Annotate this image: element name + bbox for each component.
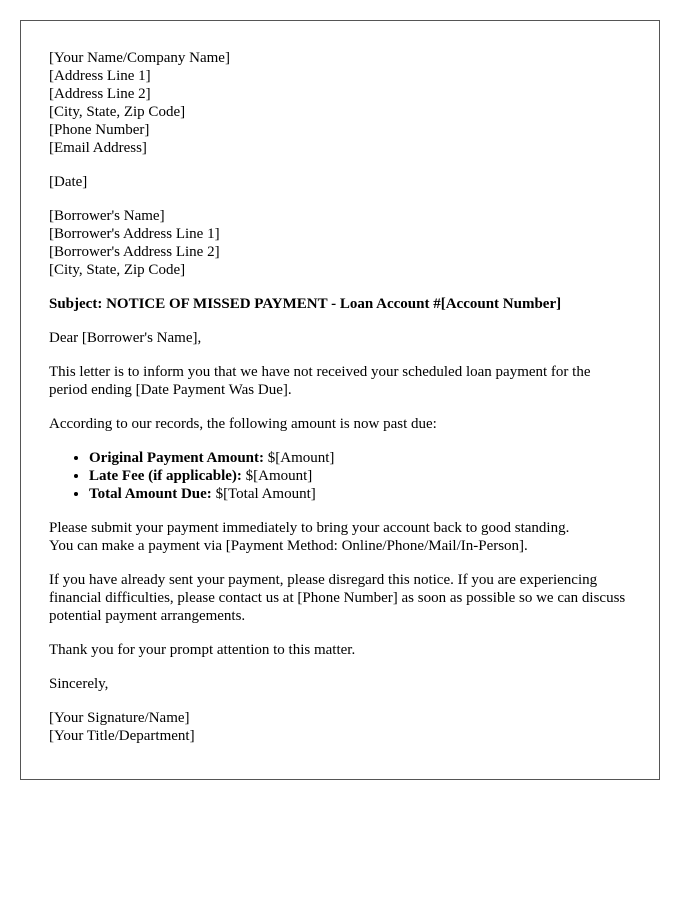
item-value: $[Total Amount]: [211, 486, 316, 502]
date-text: [Date]: [49, 174, 88, 190]
sender-name: [Your Name/Company Name]: [49, 50, 230, 66]
recipient-address-line-1: [Borrower's Address Line 1]: [49, 226, 220, 242]
sender-email: [Email Address]: [49, 140, 147, 156]
sender-address-line-2: [Address Line 2]: [49, 86, 151, 102]
body-paragraph-4: If you have already sent your payment, please disregard this notice. If you are experiencing financial difficulties, please contact us at [Phone Number] as soon as possible so we can discuss potential payment arrangements.: [49, 572, 626, 624]
past-due-list: [49, 449, 631, 503]
letter-page: [20, 20, 660, 780]
list-item: [89, 449, 631, 467]
body-paragraph-1: This letter is to inform you that we have not received your scheduled loan payment for the period ending [Date Payment Was Due].: [49, 364, 591, 398]
closing: Sincerely,: [49, 676, 109, 692]
sender-address-line-1: [Address Line 1]: [49, 68, 151, 84]
item-value: $[Amount]: [241, 468, 313, 484]
item-label: Total Amount Due:: [89, 486, 212, 502]
body-paragraph-2: According to our records, the following amount is now past due:: [49, 416, 437, 432]
list-item: [89, 485, 631, 503]
paragraph-3-line-1: Please submit your payment immediately to bring your account back to good standing.: [49, 520, 570, 536]
signature-title: [Your Title/Department]: [49, 728, 195, 744]
list-item: [89, 467, 631, 485]
item-label: Original Payment Amount:: [89, 450, 264, 466]
letter-subject: Subject: NOTICE OF MISSED PAYMENT - Loan Account #[Account Number]: [49, 296, 562, 312]
recipient-name: [Borrower's Name]: [49, 208, 165, 224]
sender-address-block: [49, 49, 631, 157]
signature-name: [Your Signature/Name]: [49, 710, 190, 726]
recipient-city-state-zip: [City, State, Zip Code]: [49, 262, 186, 278]
salutation: Dear [Borrower's Name],: [49, 330, 202, 346]
paragraph-3-line-2: You can make a payment via [Payment Method: Online/Phone/Mail/In-Person].: [49, 538, 528, 554]
item-label: Late Fee (if applicable):: [89, 468, 242, 484]
sender-phone: [Phone Number]: [49, 122, 150, 138]
body-paragraph-5: Thank you for your prompt attention to this matter.: [49, 642, 356, 658]
sender-city-state-zip: [City, State, Zip Code]: [49, 104, 186, 120]
item-value: $[Amount]: [264, 450, 335, 466]
body-paragraph-3: [49, 519, 631, 555]
letter-date: [49, 173, 631, 191]
signature-block: [49, 709, 631, 745]
recipient-address-block: [49, 207, 631, 279]
recipient-address-line-2: [Borrower's Address Line 2]: [49, 244, 220, 260]
